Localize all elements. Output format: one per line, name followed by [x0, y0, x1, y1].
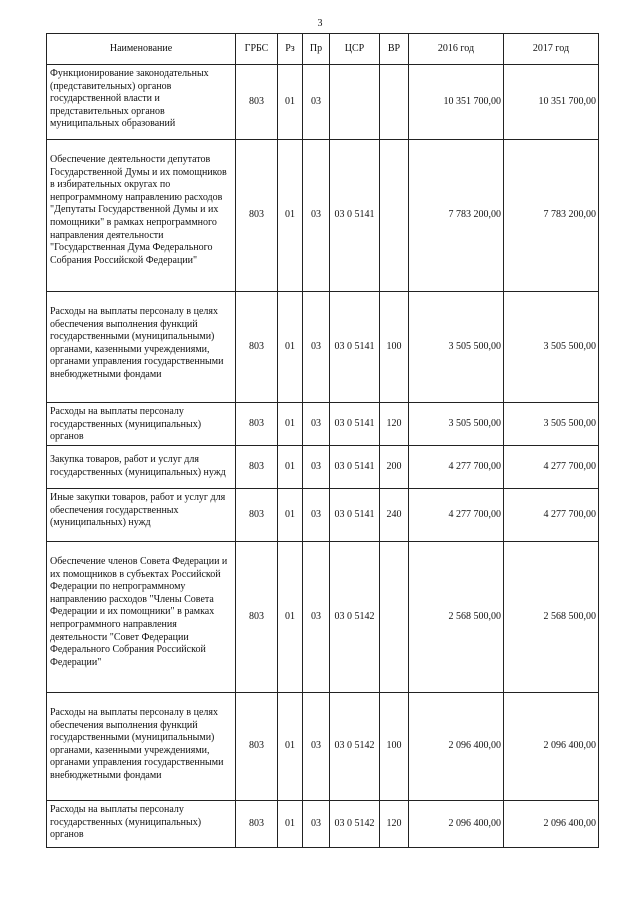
row-pr: 03 [303, 489, 330, 542]
row-csr: 03 0 5141 [330, 403, 380, 446]
table-row [47, 292, 599, 403]
row-csr: 03 0 5142 [330, 693, 380, 801]
row-sum-2017: 3 505 500,00 [504, 292, 599, 403]
row-sum-2016: 7 783 200,00 [409, 140, 504, 292]
row-grbs: 803 [236, 489, 278, 542]
table-row [47, 693, 599, 801]
row-csr [330, 65, 380, 140]
row-rz: 01 [278, 140, 303, 292]
row-grbs: 803 [236, 292, 278, 403]
row-sum-2016: 2 096 400,00 [409, 693, 504, 801]
row-vr: 240 [380, 489, 409, 542]
row-pr: 03 [303, 292, 330, 403]
row-rz: 01 [278, 403, 303, 446]
row-sum-2017: 3 505 500,00 [504, 403, 599, 446]
row-name: Иные закупки товаров, работ и услуг для обеспечения государственных (муниципальных) нужд [47, 489, 236, 542]
row-vr [380, 542, 409, 693]
row-name: Расходы на выплаты персоналу в целях обеспечения выполнения функций государственными (муниципальными) органами, казенными учреждениями, органами управления государственными внебюджетными фондами [47, 693, 236, 801]
row-name: Расходы на выплаты персоналу государственных (муниципальных) органов [47, 801, 236, 848]
row-sum-2017: 4 277 700,00 [504, 489, 599, 542]
row-csr: 03 0 5141 [330, 446, 380, 489]
row-sum-2017: 7 783 200,00 [504, 140, 599, 292]
row-vr [380, 140, 409, 292]
row-name: Закупка товаров, работ и услуг для государственных (муниципальных) нужд [47, 446, 236, 489]
table-row [47, 542, 599, 693]
row-grbs: 803 [236, 693, 278, 801]
header-csr: ЦСР [330, 34, 380, 65]
row-csr: 03 0 5142 [330, 542, 380, 693]
row-csr: 03 0 5141 [330, 292, 380, 403]
row-sum-2016: 2 568 500,00 [409, 542, 504, 693]
row-rz: 01 [278, 693, 303, 801]
row-pr: 03 [303, 801, 330, 848]
row-sum-2016: 4 277 700,00 [409, 446, 504, 489]
row-sum-2016: 10 351 700,00 [409, 65, 504, 140]
row-vr: 120 [380, 801, 409, 848]
header-name: Наименование [47, 34, 236, 65]
row-csr: 03 0 5141 [330, 140, 380, 292]
row-sum-2017: 10 351 700,00 [504, 65, 599, 140]
header-year-2017: 2017 год [504, 34, 599, 65]
row-sum-2017: 2 096 400,00 [504, 801, 599, 848]
table-row [47, 801, 599, 848]
row-grbs: 803 [236, 446, 278, 489]
table-row [47, 403, 599, 446]
row-rz: 01 [278, 446, 303, 489]
row-rz: 01 [278, 801, 303, 848]
row-name: Функционирование законодательных (представительных) органов государственной власти и представительных органов муниципальных образований [47, 65, 236, 140]
row-grbs: 803 [236, 65, 278, 140]
row-pr: 03 [303, 542, 330, 693]
row-csr: 03 0 5141 [330, 489, 380, 542]
row-sum-2016: 3 505 500,00 [409, 292, 504, 403]
row-name: Расходы на выплаты персоналу в целях обеспечения выполнения функций государственными (муниципальными) органами, казенными учреждениями, органами управления государственными внебюджетными фондами [47, 292, 236, 403]
row-sum-2016: 3 505 500,00 [409, 403, 504, 446]
row-sum-2016: 4 277 700,00 [409, 489, 504, 542]
row-sum-2017: 2 096 400,00 [504, 693, 599, 801]
header-vr: ВР [380, 34, 409, 65]
header-grbs: ГРБС [236, 34, 278, 65]
page-number: 3 [317, 18, 323, 29]
row-rz: 01 [278, 542, 303, 693]
row-name: Обеспечение членов Совета Федерации и их помощников в субъектах Российской Федерации по непрограммному направлению расходов "Члены Совета Федерации и их помощники" в рамках непрограммного направления деятельности "Совет Федерации Федерального Собрания Российской Федерации" [47, 542, 236, 693]
header-pr: Пр [303, 34, 330, 65]
table-row [47, 446, 599, 489]
row-vr: 120 [380, 403, 409, 446]
budget-table [46, 33, 599, 848]
row-rz: 01 [278, 489, 303, 542]
row-grbs: 803 [236, 542, 278, 693]
table-header-row [47, 34, 599, 65]
header-year-2016: 2016 год [409, 34, 504, 65]
row-sum-2017: 2 568 500,00 [504, 542, 599, 693]
row-pr: 03 [303, 65, 330, 140]
row-rz: 01 [278, 292, 303, 403]
row-csr: 03 0 5142 [330, 801, 380, 848]
row-pr: 03 [303, 693, 330, 801]
row-grbs: 803 [236, 801, 278, 848]
row-sum-2016: 2 096 400,00 [409, 801, 504, 848]
row-rz: 01 [278, 65, 303, 140]
row-vr: 200 [380, 446, 409, 489]
header-rz: Рз [278, 34, 303, 65]
row-pr: 03 [303, 140, 330, 292]
row-pr: 03 [303, 403, 330, 446]
table-row [47, 65, 599, 140]
row-sum-2017: 4 277 700,00 [504, 446, 599, 489]
row-vr: 100 [380, 292, 409, 403]
row-vr [380, 65, 409, 140]
table-row [47, 489, 599, 542]
row-name: Обеспечение деятельности депутатов Государственной Думы и их помощников в избирательных округах по непрограммному направлению расходов "Депутаты Государственной Думы и их помощники" в рамках непрограммного направления деятельности "Государственная Дума Федерального Собрания Российской Федерации" [47, 140, 236, 292]
row-grbs: 803 [236, 403, 278, 446]
table-row [47, 140, 599, 292]
row-pr: 03 [303, 446, 330, 489]
row-name: Расходы на выплаты персоналу государственных (муниципальных) органов [47, 403, 236, 446]
row-grbs: 803 [236, 140, 278, 292]
row-vr: 100 [380, 693, 409, 801]
